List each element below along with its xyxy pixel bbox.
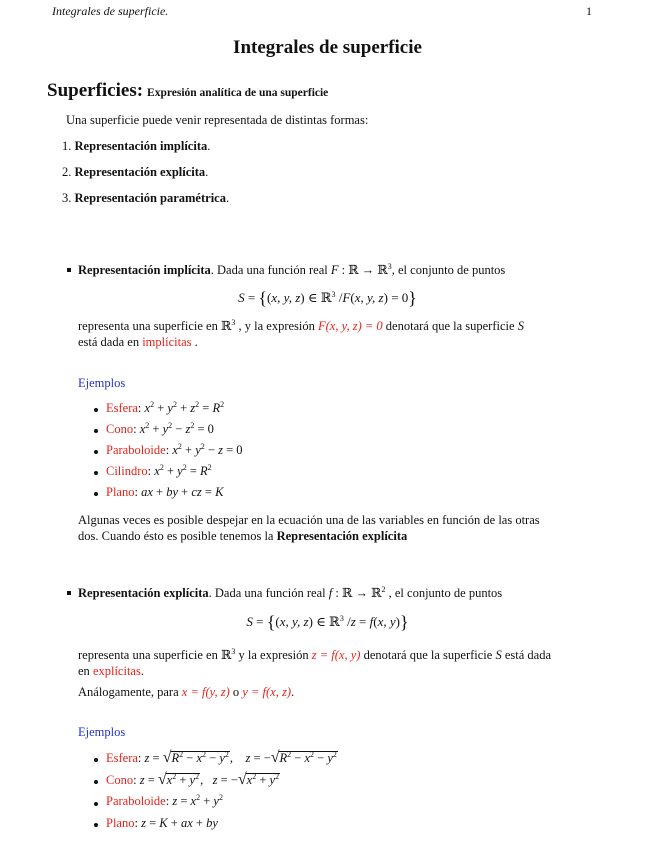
text: . Dada una función real (208, 586, 329, 600)
page-number: 1 (586, 4, 592, 18)
section-main-title: Superficies: (47, 80, 144, 101)
text: representa una superficie en (78, 319, 221, 333)
bullet-icon (94, 408, 98, 412)
example-item: Cilindro: $x^2 + y^2 = R^2$ (106, 463, 212, 478)
implicit-description: representa una superficie en ℝ$^3$ , y la expresión F(x, y, z) = 0 denotará que la superficie S está dada en implícitas . (78, 318, 524, 349)
text: . (191, 335, 198, 349)
section-subtitle: Expresión analítica de una superficie (147, 87, 329, 99)
list-label: Representación paramétrica (74, 191, 226, 205)
example-item: Plano: ax + by + cz = K (106, 485, 224, 499)
text: dos. Cuando ésto es posible tenemos la (78, 529, 277, 543)
text: , el conjunto de puntos (391, 263, 506, 277)
analog-expression-y: y = f(x, z) (242, 685, 291, 699)
implicit-heading: Representación implícita (78, 263, 211, 277)
text: Algunas veces es posible despejar en la ecuación una de las variables en función de las otras (78, 513, 540, 527)
examples-label: Ejemplos (78, 376, 126, 390)
example-name: Paraboloide (106, 794, 166, 808)
explicit-heading-line: Representación explícita. Dada una función real f : ℝ → ℝ$^2$ , el conjunto de puntos (78, 585, 503, 600)
text: , y la expresión (235, 319, 318, 333)
bullet-icon (94, 429, 98, 433)
explicit-set-equation: S = {(x, y, z) ∈ ℝ$^3$ /z = f(x, y)} (246, 612, 409, 632)
bullet-icon (94, 492, 98, 496)
analog-expression-x: x = f(y, z) (181, 685, 230, 699)
text: , el conjunto de puntos (385, 586, 503, 600)
transition-paragraph (78, 512, 598, 544)
bullet-icon (94, 780, 98, 784)
running-header: Integrales de superficie. (52, 4, 169, 18)
text: representa una superficie en (78, 648, 221, 662)
example-name: Plano (106, 485, 135, 499)
text: denotará que la superficie (382, 319, 518, 333)
example-item: Cono: $z = √x^2 + y^2$, $z = -√x^2 + y^2$ (106, 771, 280, 788)
list-label: Representación explícita (74, 165, 206, 179)
example-name: Esfera (106, 751, 138, 765)
example-name: Esfera (106, 401, 138, 415)
list-label: Representación implícita (74, 139, 208, 153)
example-name: Plano (106, 816, 135, 830)
implicit-expression: F(x, y, z) = 0 (318, 319, 383, 333)
list-number: 3. (62, 191, 72, 205)
text: . Dada una función real (210, 263, 331, 277)
implicit-set-equation: S = {(x, y, z) ∈ ℝ$^3$ /F(x, y, z) = 0} (238, 288, 417, 308)
example-item: Paraboloide: $z = x^2 + y^2$ (106, 793, 223, 808)
square-bullet-icon (67, 268, 71, 272)
list-item: 2. Representación explícita. (62, 165, 209, 179)
bullet-icon (94, 823, 98, 827)
text: y la expresión (235, 648, 312, 662)
example-item: Esfera: $z = √R^2 - x^2 - y^2$, $z = -√R^2 - x^2 - y^2$ (106, 749, 337, 766)
explicit-word: explícitas (92, 664, 141, 678)
example-item: Cono: $x^2 + y^2 - z^2 = 0$ (106, 421, 214, 436)
example-name: Cono (106, 773, 134, 787)
text: en (78, 664, 93, 678)
examples-label: Ejemplos (78, 725, 126, 739)
text: o (229, 685, 243, 699)
example-name: Cilindro (106, 464, 148, 478)
example-item: Esfera: $x^2 + y^2 + z^2 = R^2$ (106, 400, 225, 415)
bullet-icon (94, 471, 98, 475)
analog-line (78, 684, 294, 700)
bold-text: Representación explícita (276, 529, 408, 543)
document-title: Integrales de superficie (233, 37, 422, 58)
implicit-heading-line: Representación implícita. Dada una función real F : ℝ → ℝ$^3$, el conjunto de puntos (78, 262, 506, 277)
text: . (140, 664, 144, 678)
explicit-expression: z = f(x, y) (311, 648, 361, 662)
text: denotará que la superficie (360, 648, 496, 662)
bullet-icon (94, 450, 98, 454)
square-bullet-icon (67, 591, 71, 595)
example-name: Cono (106, 422, 134, 436)
section-heading (47, 80, 328, 102)
bullet-icon (94, 802, 98, 806)
text: Análogamente, para (78, 685, 182, 699)
text: . (291, 685, 295, 699)
example-item: Plano: z = K + ax + by (106, 816, 218, 830)
text: está dada (501, 648, 551, 662)
intro-text: Una superficie puede venir representada de distintas formas: (66, 113, 369, 127)
list-item: 3. Representación paramétrica. (62, 191, 230, 205)
example-item: Paraboloide: $x^2 + y^2 - z = 0$ (106, 442, 243, 457)
list-number: 2. (62, 165, 72, 179)
implicit-word: implícitas (142, 335, 192, 349)
explicit-heading: Representación explícita (78, 586, 209, 600)
example-name: Paraboloide (106, 443, 166, 457)
bullet-icon (94, 758, 98, 762)
list-number: 1. (62, 139, 72, 153)
explicit-description: representa una superficie en ℝ$^3$ y la expresión z = f(x, y) denotará que la superficie S está dada en explícitas. (78, 647, 551, 678)
list-item: 1. Representación implícita. (62, 139, 211, 153)
text: está dada en (78, 335, 143, 349)
